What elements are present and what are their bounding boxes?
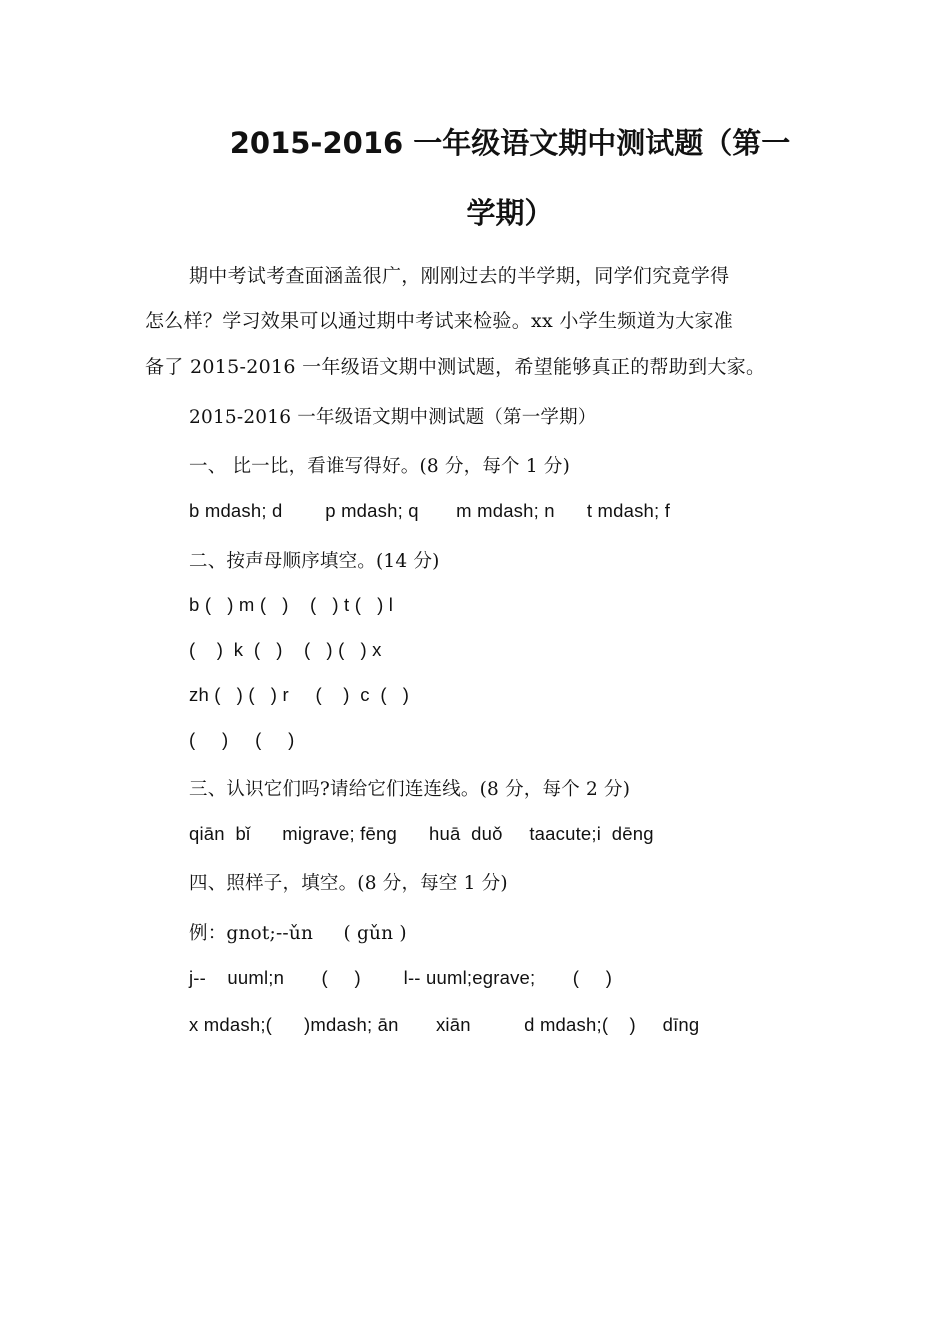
section-4-example: 例：gnot;--ǔn ( gǔn ) <box>189 923 407 944</box>
document-title-line-1: 2015-2016 一年级语文期中测试题（第一 <box>229 126 791 160</box>
intro-line-3: 备了 2015-2016 一年级语文期中测试题，希望能够真正的帮助到大家。 <box>145 356 766 378</box>
section-2-row-4: ( ) ( ) <box>189 729 295 750</box>
section-3-heading: 三、认识它们吗?请给它们连连线。(8 分，每个 2 分) <box>189 779 631 800</box>
section-1-heading: 一、 比一比，看谁写得好。(8 分，每个 1 分) <box>189 456 570 477</box>
subtitle-line: 2015-2016 一年级语文期中测试题（第一学期） <box>189 407 597 428</box>
section-2-row-2: ( ) k ( ) ( ) ( ) x <box>189 639 382 660</box>
section-4-row-1: j-- uuml;n ( ) l-- uuml;egrave; ( ) <box>189 967 613 988</box>
section-1-content: b mdash; d p mdash; q m mdash; n t mdash; f <box>189 500 671 521</box>
intro-line-2: 怎么样？学习效果可以通过期中考试来检验。xx 小学生频道为大家准 <box>145 310 734 332</box>
section-2-row-1: b ( ) m ( ) ( ) t ( ) l <box>189 594 394 615</box>
section-2-heading: 二、按声母顺序填空。(14 分) <box>189 551 440 572</box>
section-4-row-2: x mdash;( )mdash; ān xiān d mdash;( ) dīng <box>189 1014 700 1035</box>
section-2-row-3: zh ( ) ( ) r ( ) c ( ) <box>189 684 410 705</box>
document-title-line-2: 学期） <box>466 196 554 230</box>
section-3-content: qiān bǐ migrave; fēng huā duǒ taacute;i dēng <box>189 823 654 844</box>
section-4-heading: 四、照样子，填空。(8 分，每空 1 分) <box>189 873 508 894</box>
intro-line-1: 期中考试考查面涵盖很广，刚刚过去的半学期，同学们究竟学得 <box>189 265 730 287</box>
